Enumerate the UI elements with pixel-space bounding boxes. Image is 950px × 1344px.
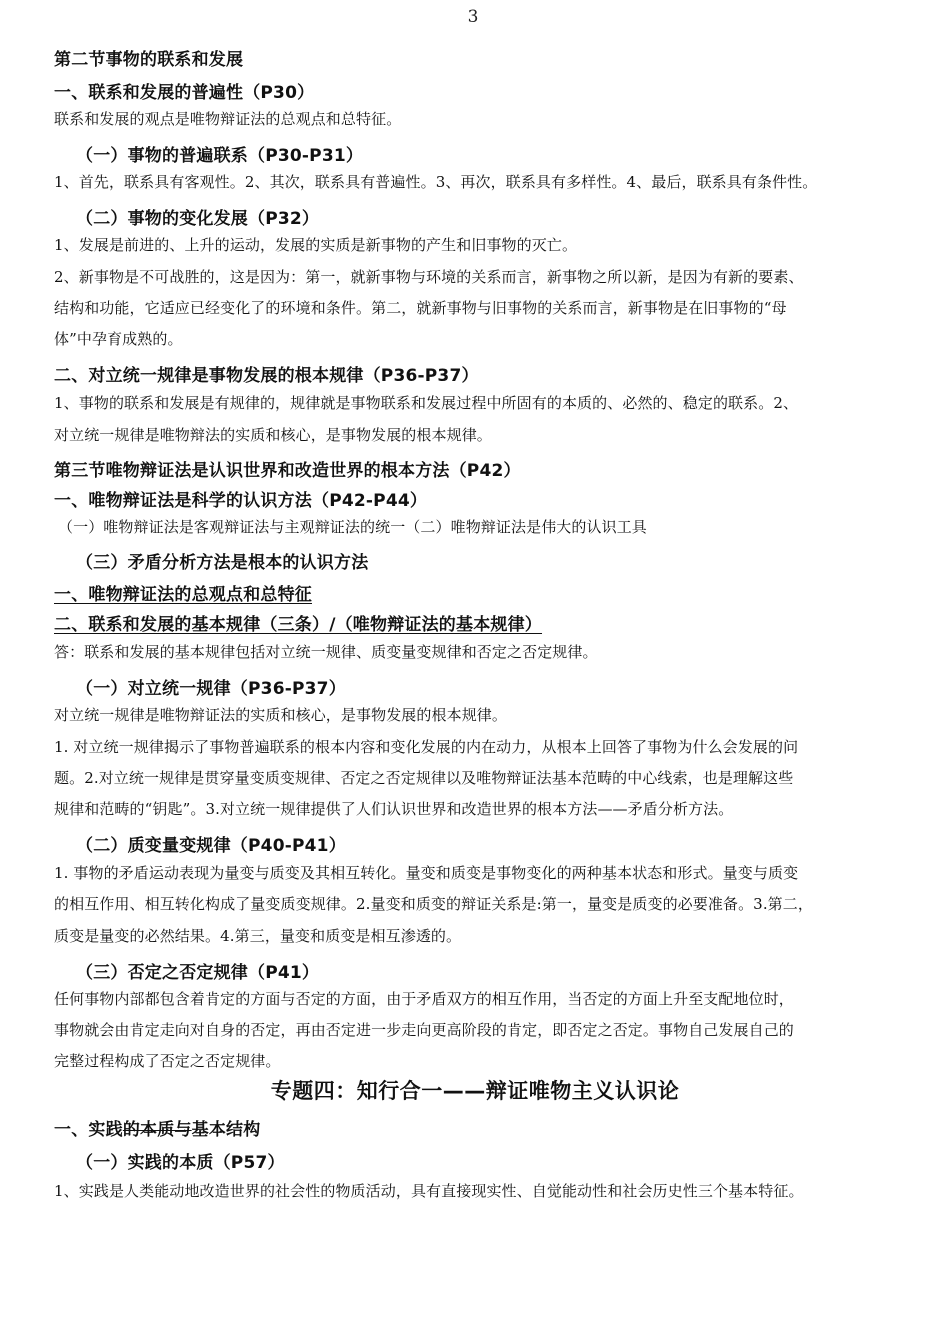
page-number: 3 xyxy=(467,7,479,27)
paragraph: 1、实践是人类能动地改造世界的社会性的物质活动，具有直接现实性、自觉能动性和社会历史性三个基本特征。 xyxy=(54,1182,804,1200)
underlined-heading: 一、唯物辩证法的总观点和总特征 xyxy=(54,585,312,605)
section-title: 第二节事物的联系和发展 xyxy=(54,50,244,70)
paragraph-line: 题。2.对立统一规律是贯穿量变质变规律、否定之否定规律以及唯物辩证法基本范畴的中心线索，也是理解这些 xyxy=(54,769,794,787)
subheading: （二）事物的变化发展（P32） xyxy=(76,209,320,229)
heading: 一、唯物辩证法是科学的认识方法（P42-P44） xyxy=(54,491,428,511)
paragraph-line: 2、新事物是不可战胜的，这是因为：第一，就新事物与环境的关系而言，新事物之所以新，是因为有新的要素、 xyxy=(54,268,804,286)
paragraph-line: 1、事物的联系和发展是有规律的，规律就是事物联系和发展过程中所固有的本质的、必然的、稳定的联系。2、 xyxy=(54,394,799,412)
paragraph-line: 规律和范畴的“钥匙”。3.对立统一规律提供了人们认识世界和改造世界的根本方法——矛盾分析方法。 xyxy=(54,800,734,818)
paragraph-line: 体”中孕育成熟的。 xyxy=(54,330,183,348)
paragraph: 1、发展是前进的、上升的运动，发展的实质是新事物的产生和旧事物的灭亡。 xyxy=(54,236,578,254)
paragraph: 1、首先，联系具有客观性。2、其次，联系具有普遍性。3、再次，联系具有多样性。4、最后，联系具有条件性。 xyxy=(54,173,818,191)
paragraph-line: 1. 事物的矛盾运动表现为量变与质变及其相互转化。量变和质变是事物变化的两种基本状态和形式。量变与质变 xyxy=(54,864,799,882)
paragraph-line: 任何事物内部都包含着肯定的方面与否定的方面，由于矛盾双方的相互作用，当否定的方面上升至支配地位时， xyxy=(54,990,794,1008)
heading-text: 一、实践 xyxy=(54,1120,123,1140)
paragraph-line: 事物就会由肯定走向对自身的否定，再由否定进一步走向更高阶段的肯定，即否定之否定。事物自己发展自己的 xyxy=(54,1021,794,1039)
topic-title: 专题四：知行合一——辩证唯物主义认识论 xyxy=(270,1079,680,1103)
paragraph-line: 1. 对立统一规律揭示了事物普遍联系的根本内容和变化发展的内在动力，从根本上回答了事物为什么会发展的问 xyxy=(54,738,799,756)
heading: 一、联系和发展的普遍性（P30） xyxy=(54,83,315,103)
subheading: （一）事物的普遍联系（P30-P31） xyxy=(76,146,364,166)
paragraph-line: 的相互作用、相互转化构成了量变质变规律。2.量变和质变的辩证关系是:第一，量变是质变的必要准备。3.第二， xyxy=(54,895,813,913)
strikethrough-text: 的本质与 xyxy=(122,1120,192,1140)
paragraph-line: 结构和功能，它适应已经变化了的环境和条件。第二，就新事物与旧事物的关系而言，新事物是在旧事物的“母 xyxy=(54,299,787,317)
heading-text: 基本结构 xyxy=(191,1120,261,1140)
subheading: （二）质变量变规律（P40-P41） xyxy=(76,836,346,856)
subheading: （三）否定之否定规律（P41） xyxy=(76,963,320,983)
heading: 二、对立统一规律是事物发展的根本规律（P36-P37） xyxy=(54,366,479,386)
section-title: 第三节唯物辩证法是认识世界和改造世界的根本方法（P42） xyxy=(54,461,521,481)
paragraph-line: 对立统一规律是唯物辩法的实质和核心，是事物发展的根本规律。 xyxy=(54,426,492,444)
underlined-heading: 二、联系和发展的基本规律（三条）/（唯物辩证法的基本规律） xyxy=(54,615,543,635)
heading xyxy=(54,1115,260,1140)
paragraph: （一）唯物辩证法是客观辩证法与主观辩证法的统一（二）唯物辩证法是伟大的认识工具 xyxy=(58,518,647,536)
paragraph: 对立统一规律是唯物辩证法的实质和核心，是事物发展的根本规律。 xyxy=(54,706,508,724)
paragraph: 联系和发展的观点是唯物辩证法的总观点和总特征。 xyxy=(54,110,402,128)
answer-paragraph: 答：联系和发展的基本规律包括对立统一规律、质变量变规律和否定之否定规律。 xyxy=(54,643,598,661)
paragraph-line: 完整过程构成了否定之否定规律。 xyxy=(54,1052,281,1070)
subheading: （三）矛盾分析方法是根本的认识方法 xyxy=(76,553,369,573)
paragraph-line: 质变是量变的必然结果。4.第三，量变和质变是相互渗透的。 xyxy=(54,927,462,945)
subheading: （一）实践的本质（P57） xyxy=(76,1153,285,1173)
subheading: （一）对立统一规律（P36-P37） xyxy=(76,679,346,699)
